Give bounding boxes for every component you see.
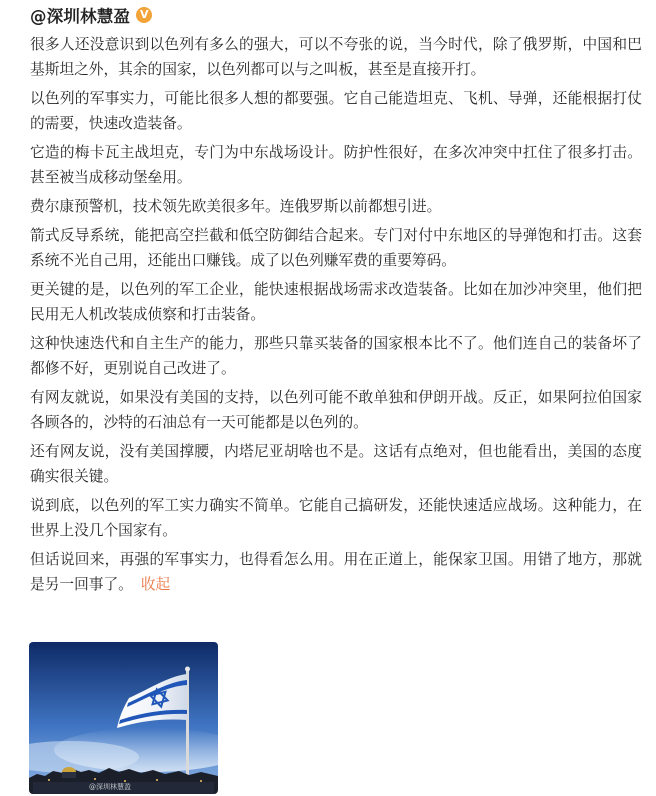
collapse-link[interactable]: 收起 <box>140 576 171 593</box>
post-header <box>30 2 642 28</box>
flagpole-finial <box>185 667 190 672</box>
verified-badge-icon: V <box>136 7 152 23</box>
post-paragraph-text: 但话说回来，再强的军事实力，也得看怎么用。用在正道上，能保家卫国。用错了地方，那就是另一回事了。 <box>30 551 642 593</box>
post-paragraph: 这种快速迭代和自主生产的能力，那些只靠买装备的国家根本比不了。他们连自己的装备坏了都修不好，更别说自己改进了。 <box>30 335 642 377</box>
post-paragraph: 说到底，以色列的军工实力确实不简单。它能自己搞研发，还能快速适应战场。这种能力，在世界上没几个国家有。 <box>30 497 642 539</box>
post-body <box>30 32 642 597</box>
author-name[interactable]: @深圳林慧盈 <box>30 7 131 26</box>
post-paragraph: 有网友就说，如果没有美国的支持，以色列可能不敢单独和伊朗开战。反正，如果阿拉伯国家各顾各的，沙特的石油总有一天可能都是以色列的。 <box>30 389 642 431</box>
post-paragraph: 更关键的是，以色列的军工企业，能快速根据战场需求改造装备。比如在加沙冲突里，他们把民用无人机改装成侦察和打击装备。 <box>30 281 642 323</box>
post-paragraph: 很多人还没意识到以色列有多么的强大，可以不夸张的说，当今时代，除了俄罗斯，中国和巴基斯坦之外，其余的国家，以色列都可以与之叫板，甚至是直接开打。 <box>30 36 642 78</box>
post-paragraph: 还有网友说，没有美国撑腰，内塔尼亚胡啥也不是。这话有点绝对，但也能看出，美国的态度确实很关键。 <box>30 443 642 485</box>
post-image-israel-flag[interactable] <box>29 642 218 794</box>
image-watermark: @深圳林慧盈 <box>89 783 131 791</box>
post-paragraph: 以色列的军事实力，可能比很多人想的都要强。它自己能造坦克、飞机、导弹，还能根据打仗的需要，快速改造装备。 <box>30 90 642 132</box>
post-paragraph-last <box>30 547 642 597</box>
post-paragraph: 费尔康预警机，技术领先欧美很多年。连俄罗斯以前都想引进。 <box>30 198 442 215</box>
israel-flag-photo <box>29 642 218 794</box>
post-paragraph: 箭式反导系统，能把高空拦截和低空防御结合起来。专门对付中东地区的导弹饱和打击。这套系统不光自己用，还能出口赚钱。成了以色列赚军费的重要筹码。 <box>30 227 642 269</box>
post-paragraph: 它造的梅卡瓦主战坦克，专门为中东战场设计。防护性很好，在多次冲突中扛住了很多打击。甚至被当成移动堡垒用。 <box>30 144 642 186</box>
